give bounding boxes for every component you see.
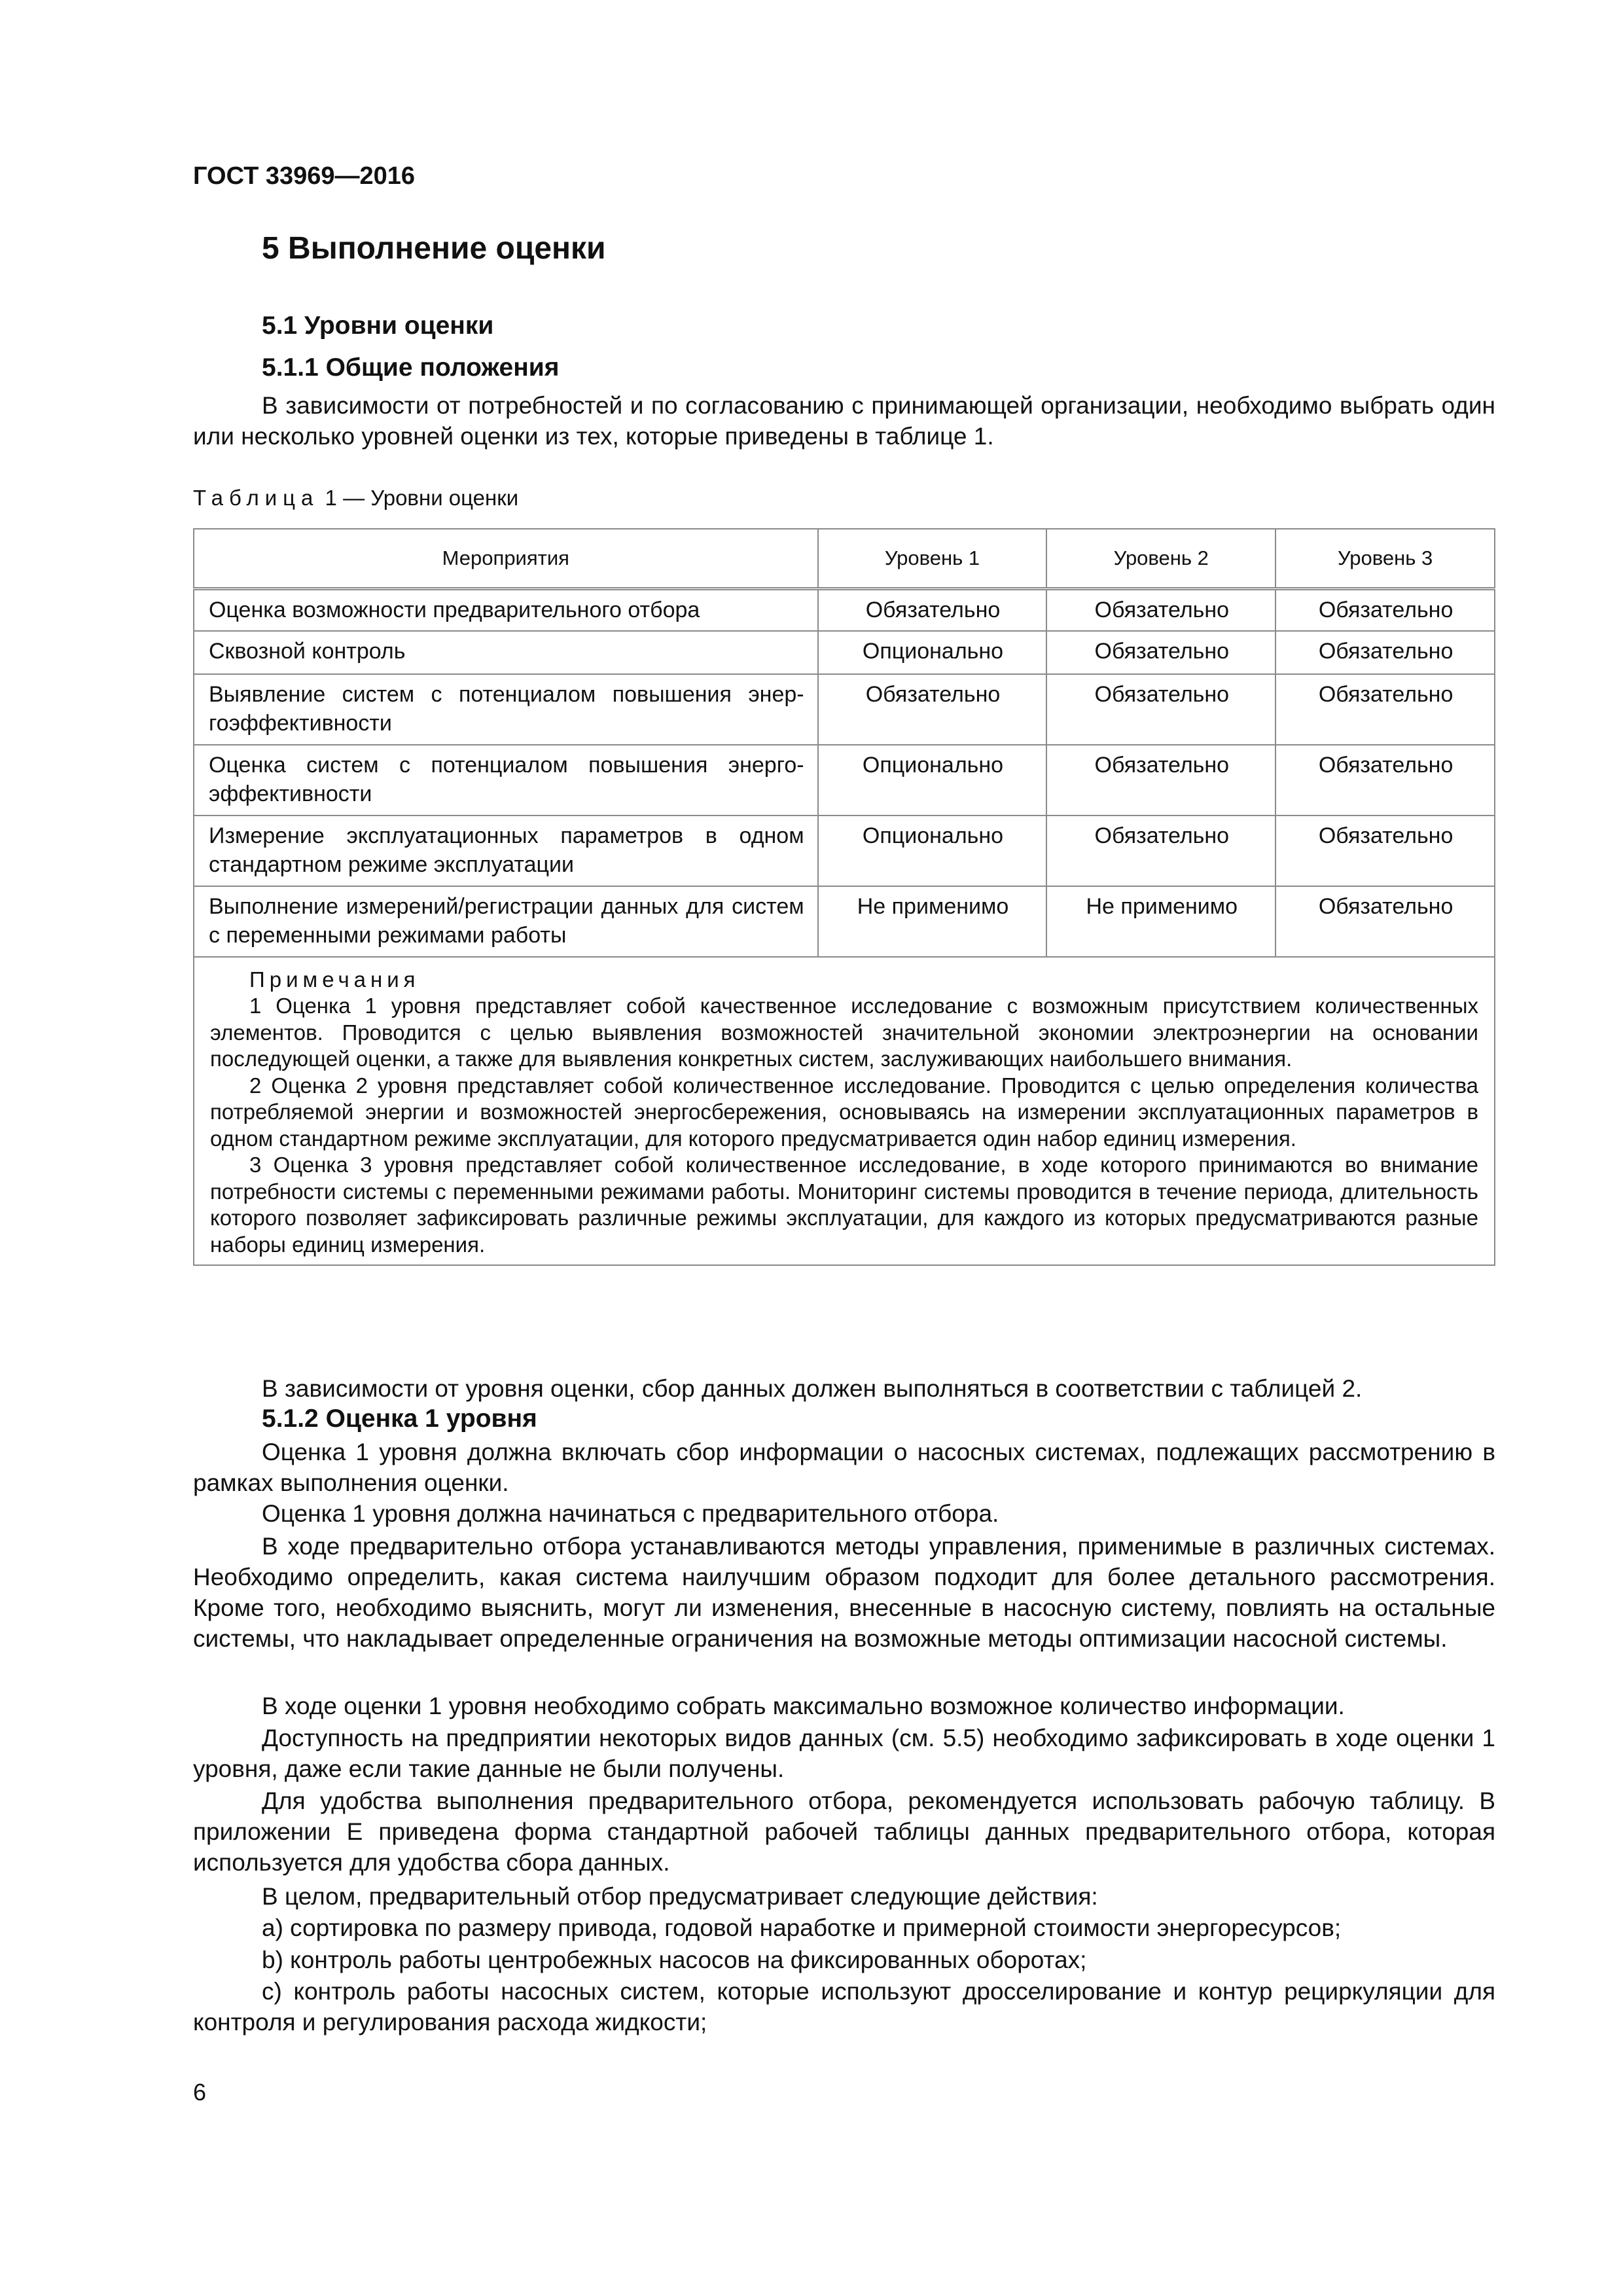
level-3-cell: Обязательно bbox=[1275, 816, 1495, 886]
note-1: 1 Оценка 1 уровня представляет собой качественное исследование с возможным присутствием количественных элементов. Проводится с целью выявления возможностей значительной экономии электроэнергии на основании последующей оценки, а также для выявления конкретных систем, заслуживающих наибольшего внимания. bbox=[210, 994, 1478, 1071]
notes-row bbox=[194, 957, 1495, 1266]
table-row bbox=[194, 589, 1495, 631]
activity-cell: Выявление систем с потенциалом повышения энергоэффективности bbox=[194, 674, 818, 745]
paragraph: В ходе оценки 1 уровня необходимо собрать максимально возможное количество информации. bbox=[262, 1693, 1345, 1719]
activity-cell: Оценка возможности предварительного отбора bbox=[194, 589, 818, 631]
level-3-cell: Обязательно bbox=[1275, 745, 1495, 816]
paragraph: В целом, предварительный отбор предусматривает следующие действия: bbox=[262, 1883, 1098, 1910]
paragraph: Оценка 1 уровня должна включать сбор информации о насосных системах, подлежащих рассмотрению в рамках выполнения оценки. bbox=[193, 1439, 1495, 1496]
after-table-paragraph: В зависимости от уровня оценки, сбор данных должен выполняться в соответствии с таблицей 2. bbox=[262, 1375, 1363, 1402]
list-item: c) контроль работы насосных систем, которые используют дросселирование и контур рециркуляции для контроля и регулирования расхода жидкости; bbox=[193, 1978, 1495, 2036]
level-3-cell: Обязательно bbox=[1275, 589, 1495, 631]
paragraph: Доступность на предприятии некоторых видов данных (см. 5.5) необходимо зафиксировать в ходе оценки 1 уровня, даже если такие данные не были получены. bbox=[193, 1725, 1495, 1782]
table-caption-rest: 1 — Уровни оценки bbox=[319, 486, 519, 510]
paragraph: Для удобства выполнения предварительного отбора, рекомендуется использовать рабочую таблицу. В приложении Е приведена форма стандартной рабочей таблицы данных предварительного отбора, которая используется для удобства сбора данных. bbox=[193, 1787, 1495, 1876]
level-2-cell: Обязательно bbox=[1046, 816, 1275, 886]
level-3-cell: Обязательно bbox=[1275, 631, 1495, 674]
list-item: a) сортировка по размеру привода, годовой наработке и примерной стоимости энергоресурсов; bbox=[262, 1914, 1342, 1941]
level-3-cell: Обязательно bbox=[1275, 886, 1495, 957]
level-1-cell: Опционально bbox=[818, 631, 1047, 674]
table-row bbox=[194, 816, 1495, 886]
level-2-cell: Обязательно bbox=[1046, 589, 1275, 631]
table-caption-prefix: Таблица bbox=[193, 486, 319, 510]
level-2-cell: Обязательно bbox=[1046, 674, 1275, 745]
header-level-2: Уровень 2 bbox=[1046, 529, 1275, 589]
header-level-3: Уровень 3 bbox=[1275, 529, 1495, 589]
table-row bbox=[194, 886, 1495, 957]
level-1-cell: Обязательно bbox=[818, 674, 1047, 745]
level-1-cell: Не применимо bbox=[818, 886, 1047, 957]
activity-cell: Выполнение измерений/регистрации данных для систем с переменными режимами работы bbox=[194, 886, 818, 957]
table-row bbox=[194, 745, 1495, 816]
list-item: b) контроль работы центробежных насосов на фиксированных оборотах; bbox=[262, 1946, 1087, 1973]
activity-cell: Измерение эксплуатационных параметров в одном стандартном режиме эксплуатации bbox=[194, 816, 818, 886]
table-row bbox=[194, 631, 1495, 674]
subsection-title: 5.1 Уровни оценки bbox=[262, 312, 494, 340]
level-1-cell: Обязательно bbox=[818, 589, 1047, 631]
paragraph: Оценка 1 уровня должна начинаться с предварительного отбора. bbox=[262, 1500, 999, 1527]
document-code: ГОСТ 33969—2016 bbox=[193, 162, 416, 190]
section-title: 5 Выполнение оценки bbox=[262, 231, 606, 266]
header-activities: Мероприятия bbox=[194, 529, 818, 589]
subsection-5-1-2-title: 5.1.2 Оценка 1 уровня bbox=[262, 1405, 537, 1433]
subsubsection-title: 5.1.1 Общие положения bbox=[262, 353, 560, 382]
table-row bbox=[194, 674, 1495, 745]
header-level-1: Уровень 1 bbox=[818, 529, 1047, 589]
level-2-cell: Обязательно bbox=[1046, 745, 1275, 816]
levels-table bbox=[193, 528, 1495, 1266]
activity-cell: Сквозной контроль bbox=[194, 631, 818, 674]
level-1-cell: Опционально bbox=[818, 816, 1047, 886]
level-2-cell: Обязательно bbox=[1046, 631, 1275, 674]
notes-cell bbox=[194, 957, 1495, 1266]
intro-paragraph: В зависимости от потребностей и по согласованию с принимающей организации, необходимо выбрать один или несколько уровней оценки из тех, которые приведены в таблице 1. bbox=[193, 392, 1495, 450]
level-3-cell: Обязательно bbox=[1275, 674, 1495, 745]
level-1-cell: Опционально bbox=[818, 745, 1047, 816]
activity-cell: Оценка систем с потенциалом повышения энергоэффективности bbox=[194, 745, 818, 816]
level-2-cell: Не применимо bbox=[1046, 886, 1275, 957]
note-3: 3 Оценка 3 уровня представляет собой количественное исследование, в ходе которого принимаются во внимание потребности системы с переменными режимами работы. Мониторинг системы проводится в течение периода, длительность которого позволяет зафиксировать различные режимы эксплуатации, для каждого из которых предусматриваются разные наборы единиц измерения. bbox=[210, 1153, 1478, 1257]
table-caption bbox=[193, 486, 518, 511]
notes-title: Примечания bbox=[249, 967, 420, 992]
paragraph: В ходе предварительно отбора устанавливаются методы управления, применимые в различных системах. Необходимо определить, какая система наилучшим образом подходит для более детального рассмотрения. Кроме того, необходимо выяснить, могут ли изменения, внесенные в насосную систему, повлиять на остальные системы, что накладывает определенные ограничения на возможные методы оптимизации насосной системы. bbox=[193, 1533, 1495, 1652]
page-number: 6 bbox=[193, 2079, 207, 2106]
table-header-row bbox=[194, 529, 1495, 589]
note-2: 2 Оценка 2 уровня представляет собой количественное исследование. Проводится с целью определения количества потребляемой энергии и возможностей энергосбережения, основываясь на измерении эксплуатационных параметров в одном стандартном режиме эксплуатации, для которого предусматривается один набор единиц измерения. bbox=[210, 1073, 1478, 1151]
